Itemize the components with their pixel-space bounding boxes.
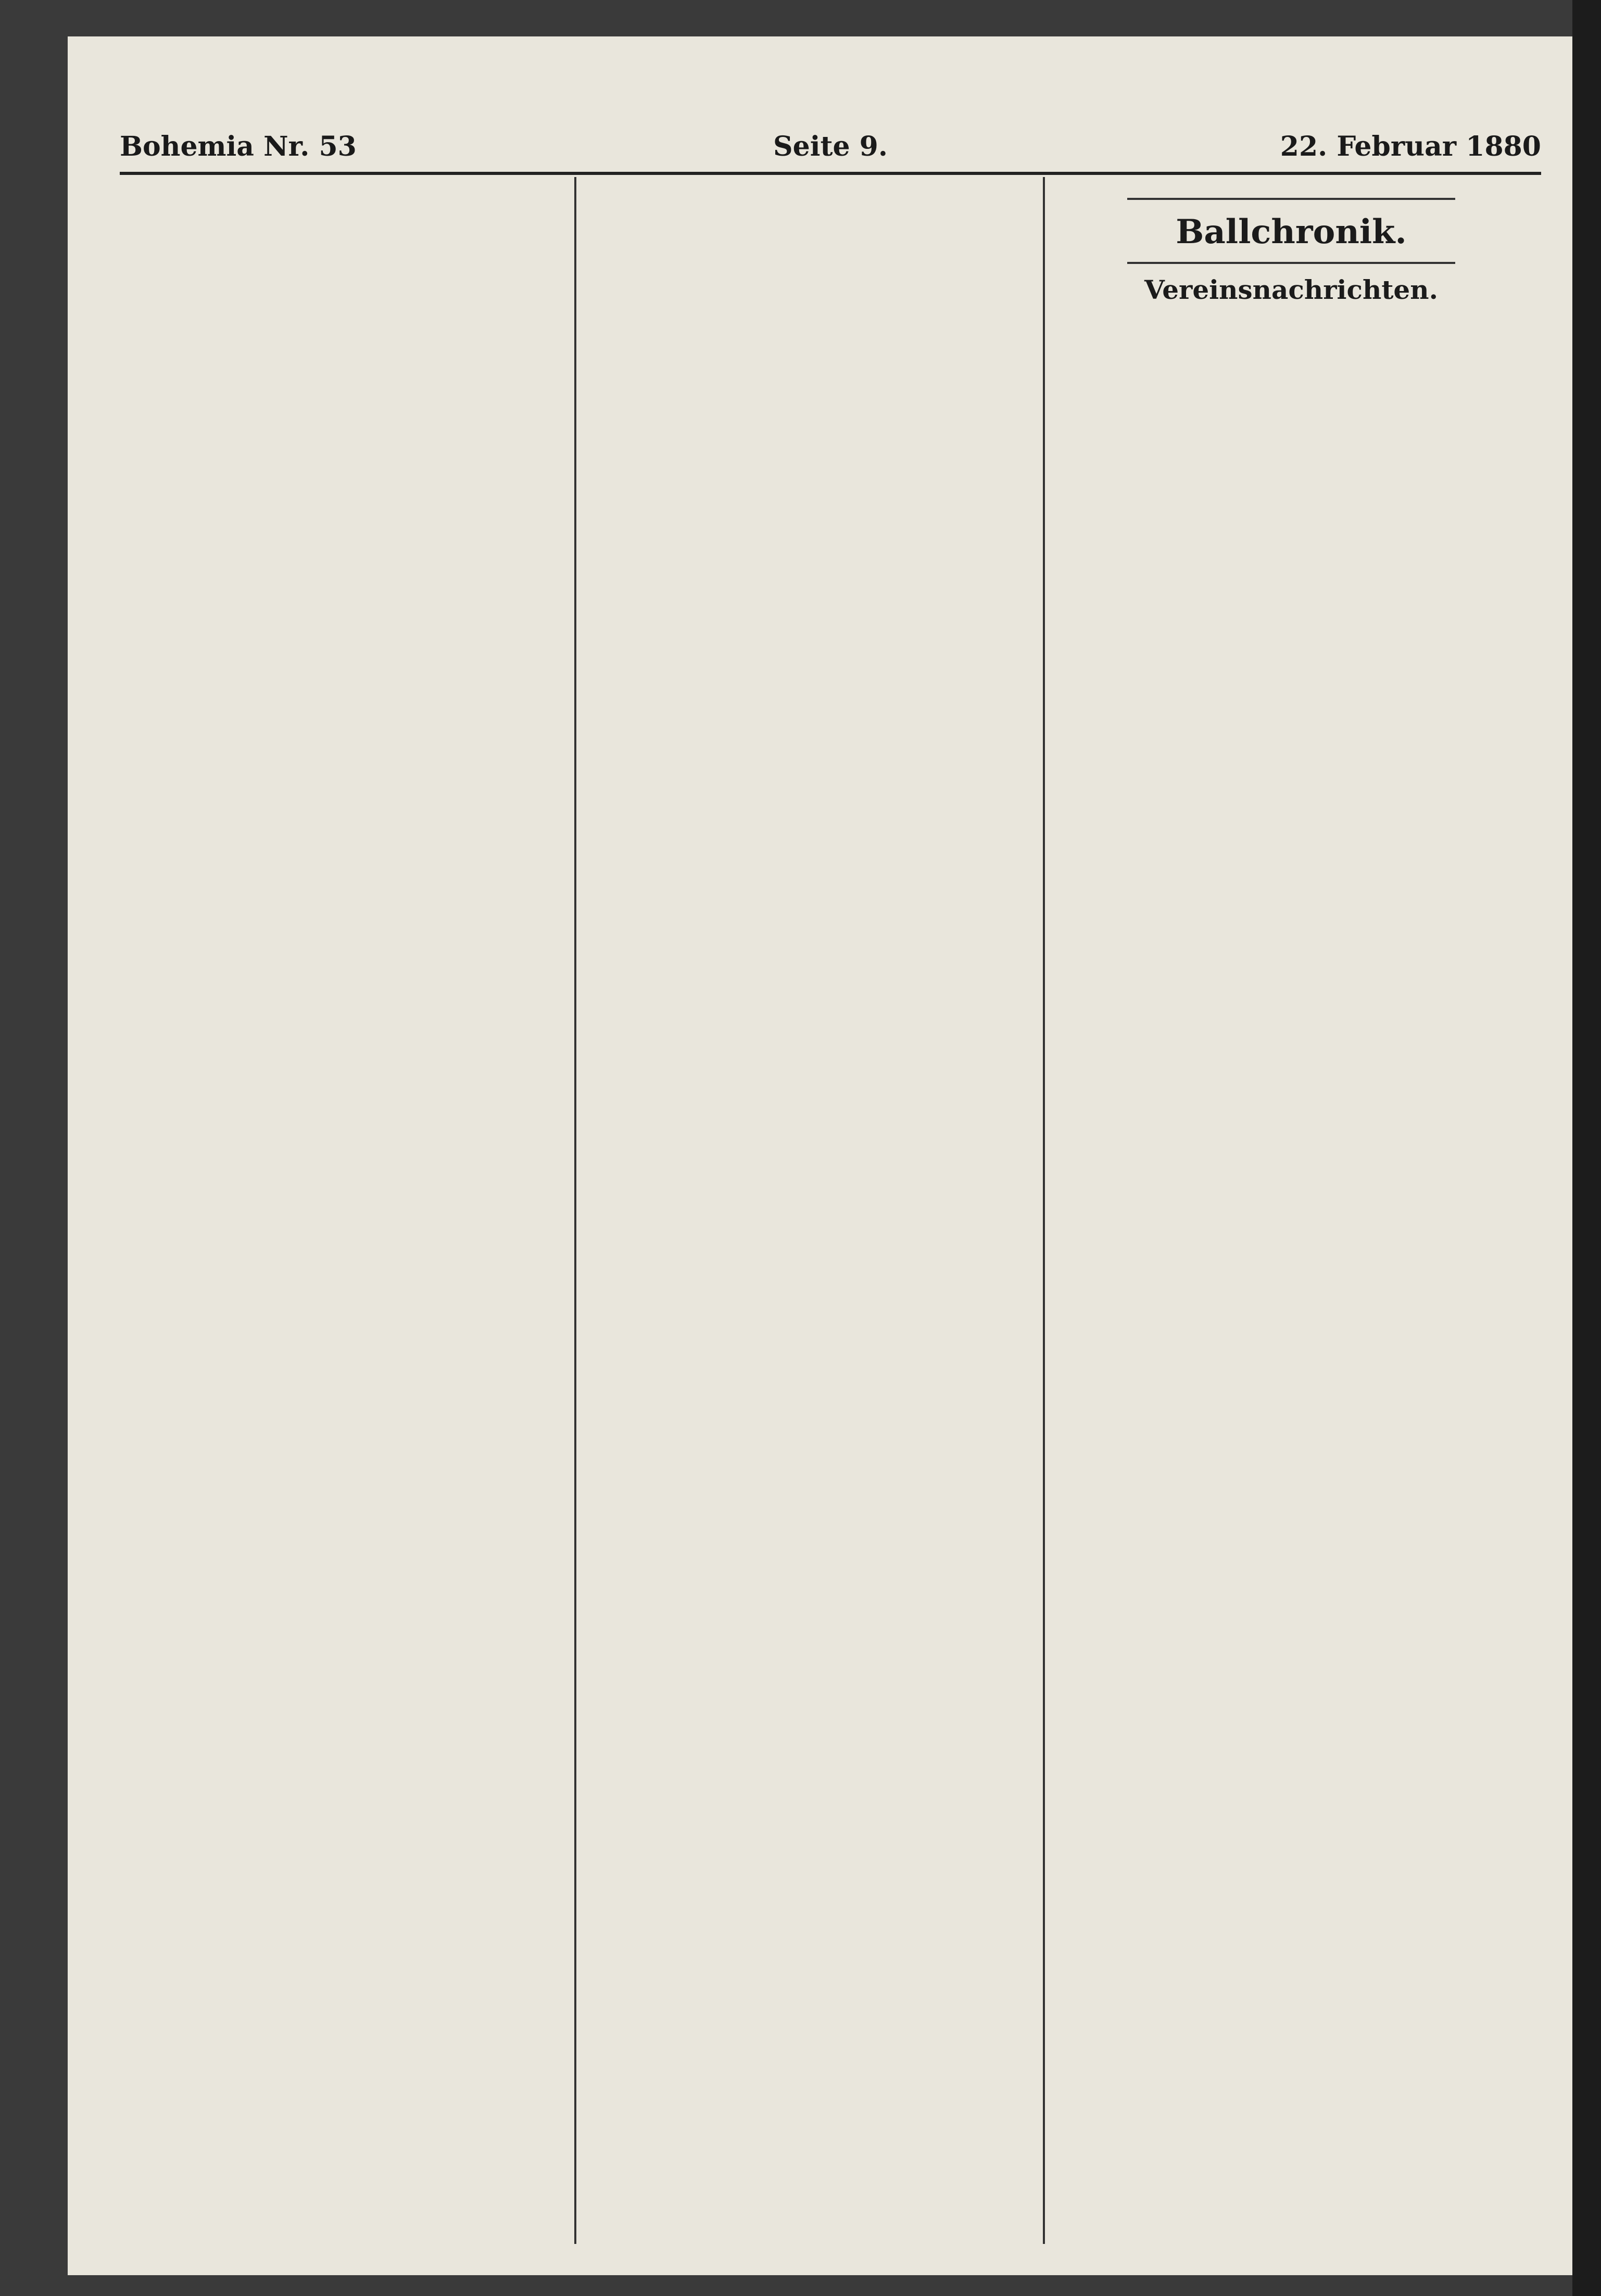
column-1: [120, 187, 562, 2244]
scan-edge: [1572, 0, 1601, 2296]
newspaper-page: [68, 36, 1583, 2275]
vereinsnachrichten-heading: Vereinsnachrichten.: [1144, 274, 1438, 305]
column-3: [1057, 187, 1526, 2244]
column-divider: [574, 177, 576, 2244]
page-number: Seite 9.: [773, 131, 888, 162]
ballchronik-heading: Ballchronik.: [1176, 212, 1407, 251]
page-header: [120, 109, 1541, 175]
masthead-issue: Bohemia Nr. 53: [120, 131, 357, 162]
column-divider: [1043, 177, 1045, 2244]
section-divider: [1127, 198, 1455, 200]
section-divider: [1127, 262, 1455, 264]
issue-date: 22. Februar 1880: [1280, 131, 1541, 162]
column-2: [588, 187, 1031, 2244]
